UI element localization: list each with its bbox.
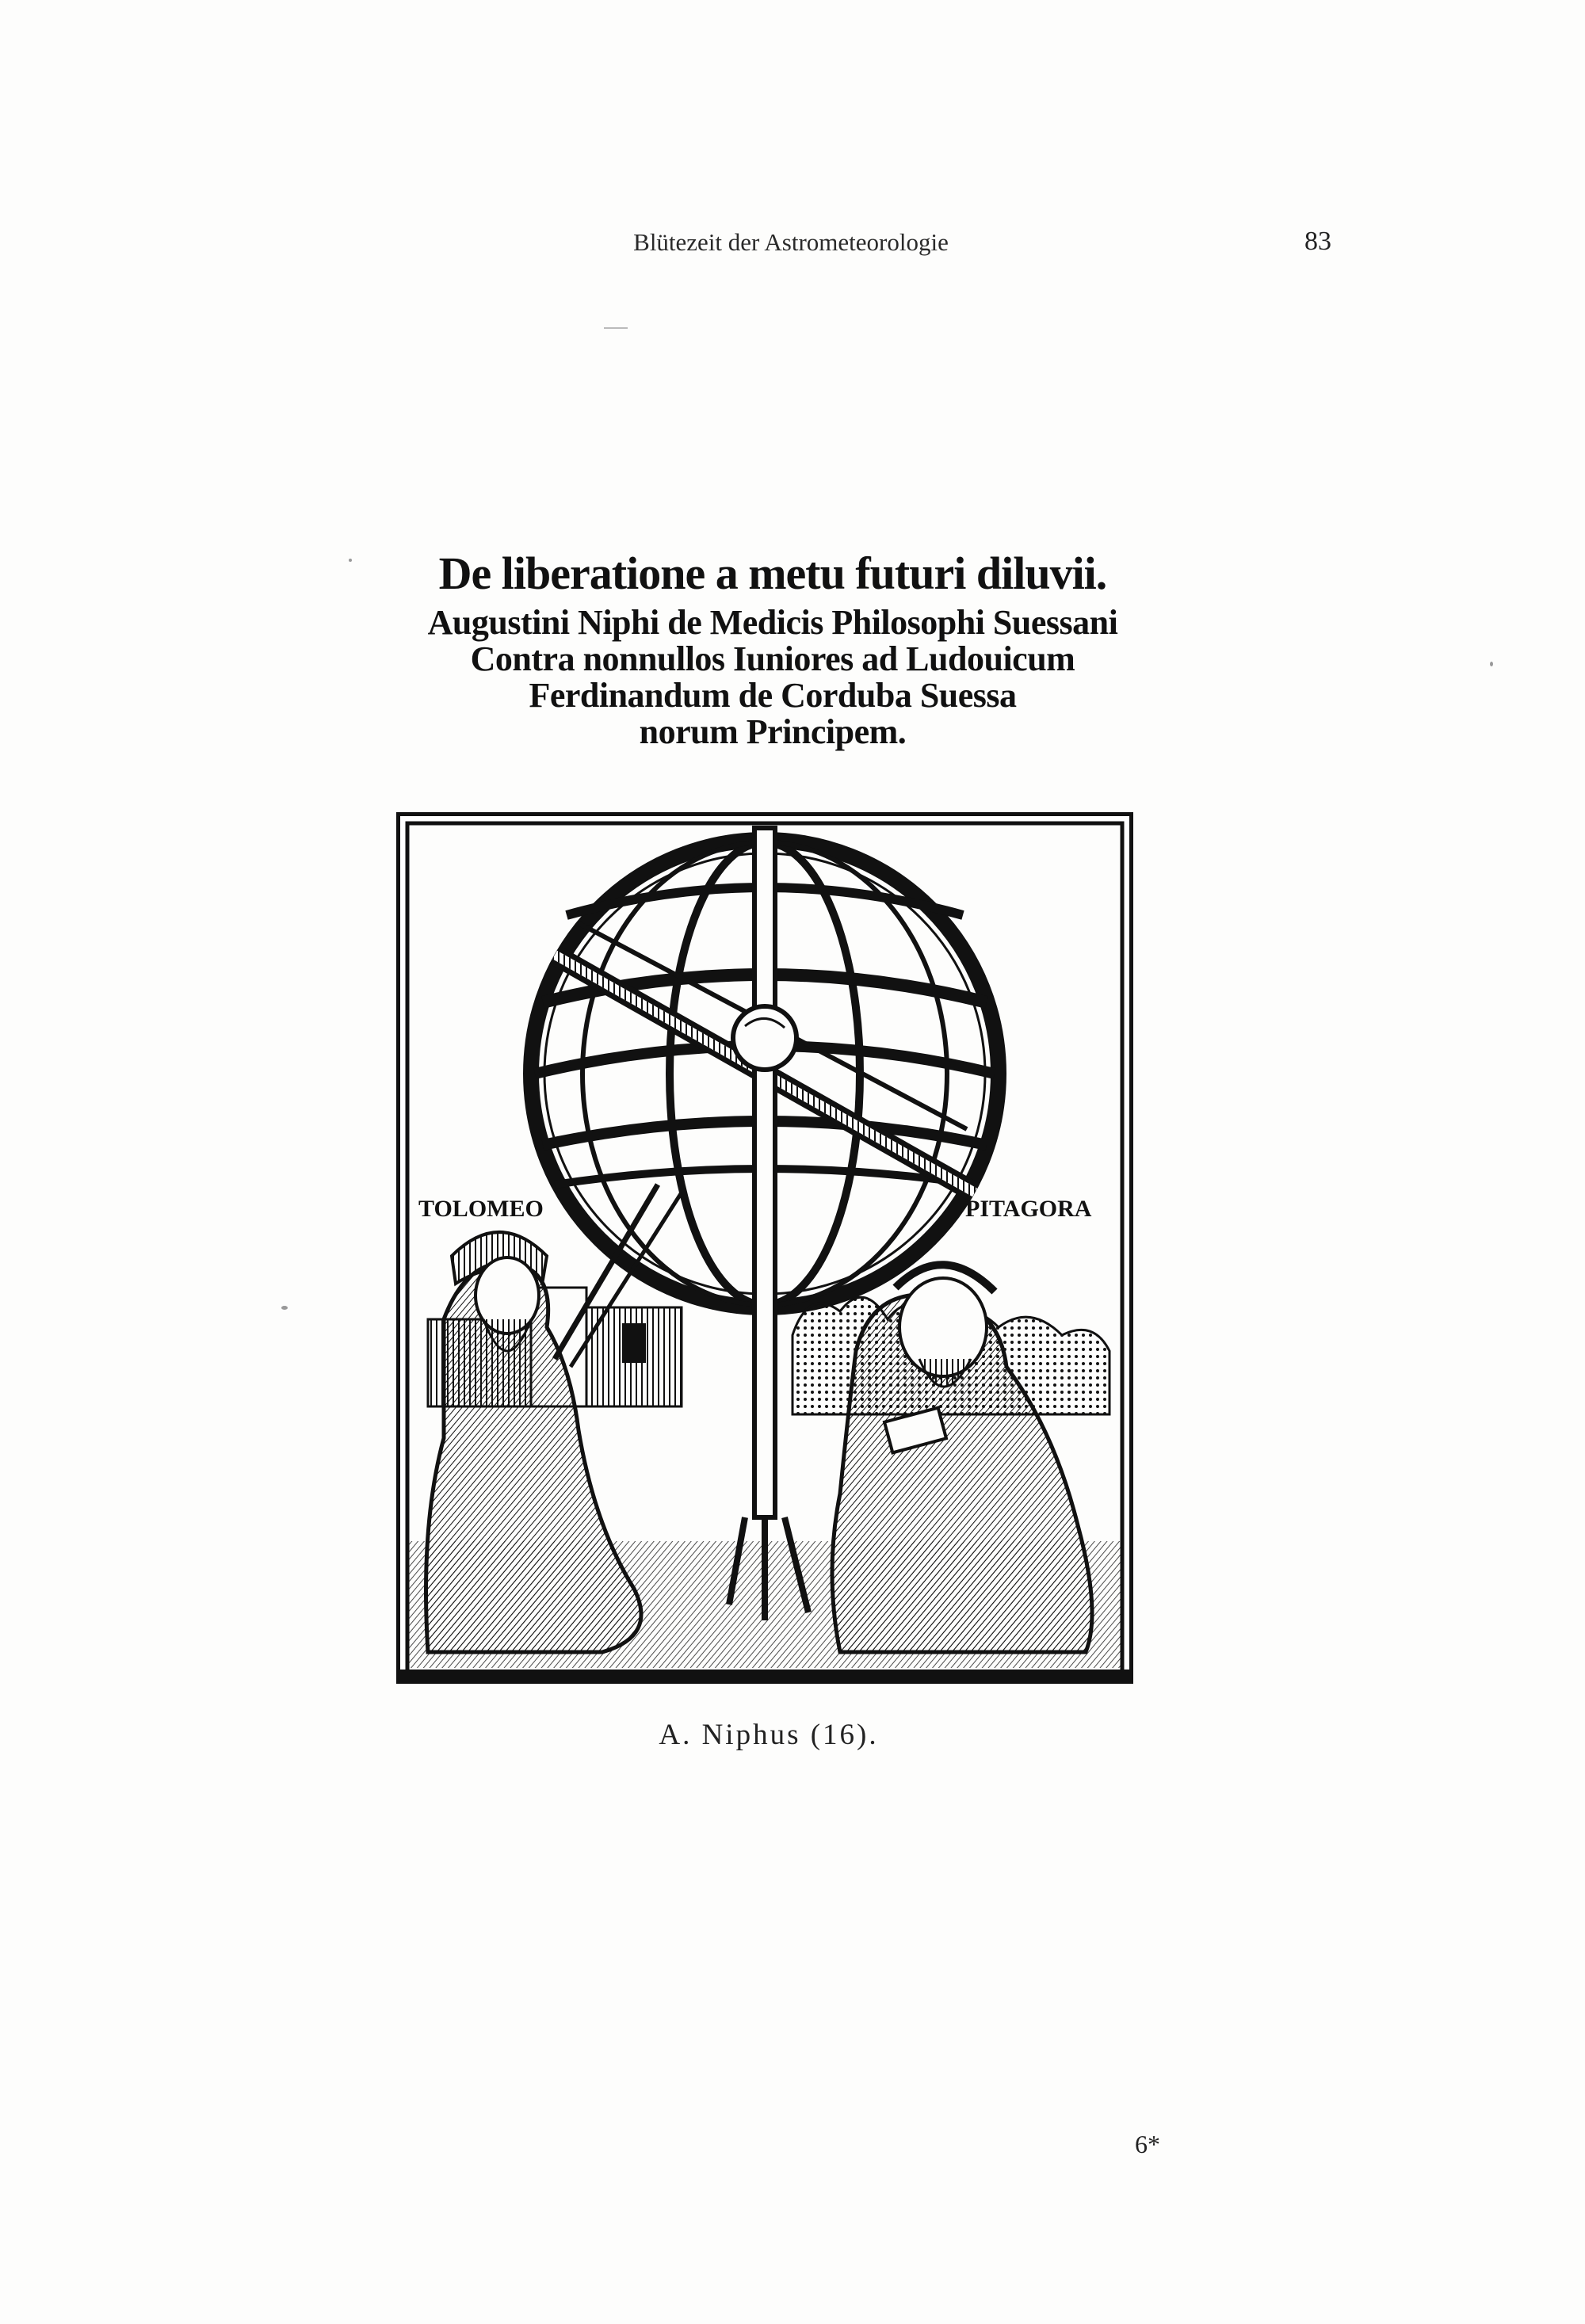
- paper-speck: [1490, 662, 1493, 666]
- plate-title-line: norum Principem.: [639, 712, 907, 751]
- paper-speck: [349, 559, 352, 562]
- page-number: 83: [1304, 227, 1331, 256]
- plate-title-line: Contra nonnullos Iuniores ad Ludouicum: [470, 639, 1075, 678]
- figure-caption: A. Niphus (16).: [659, 1719, 879, 1751]
- paper-speck: [281, 1306, 288, 1310]
- signature-mark: 6*: [1135, 2130, 1160, 2158]
- plate-title: De liberatione a metu futuri diluvii.: [438, 548, 1107, 599]
- plate-title-block: [372, 547, 1173, 750]
- axis-pole: [754, 828, 775, 1517]
- header-rule: [604, 327, 628, 329]
- label-pitagora: PITAGORA: [965, 1196, 1092, 1222]
- woodcut-illustration: [396, 812, 1133, 1684]
- plate-title-line: Ferdinandum de Corduba Suessa: [529, 676, 1017, 715]
- running-title: Blütezeit der Astrometeorologie: [633, 228, 949, 256]
- label-tolomeo: TOLOMEO: [418, 1196, 544, 1222]
- plate-title-line: Augustini Niphi de Medicis Philosophi Suessani: [427, 603, 1118, 642]
- earth-globe: [733, 1006, 796, 1070]
